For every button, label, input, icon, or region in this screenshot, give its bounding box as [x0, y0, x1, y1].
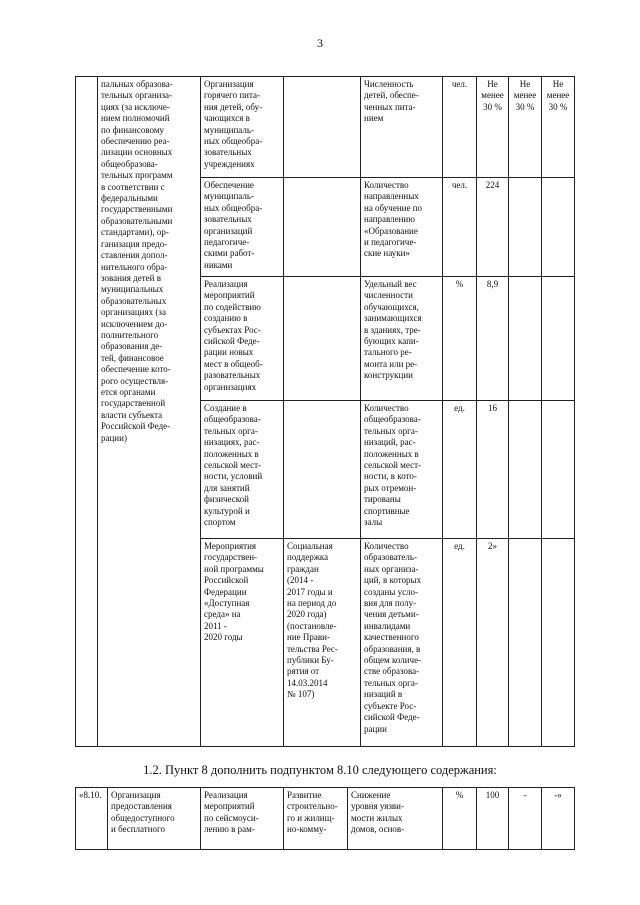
- number-cell: [76, 77, 98, 747]
- unit-cell: ед.: [443, 539, 477, 747]
- activity-cell: Реализация мероприятий по сейсмоуси- лению в рам-: [201, 788, 284, 850]
- activity-cell: Мероприятия государствен- ной программы Российской Федерации «Доступная среда» на 2011 - 2020 годы: [201, 539, 284, 747]
- value-cell: Не менее 30 %: [477, 77, 509, 178]
- section-heading: 1.2. Пункт 8 дополнить подпунктом 8.10 следующего содержания:: [143, 763, 497, 777]
- unit-cell: ед.: [443, 401, 477, 539]
- new-item-table: [75, 787, 575, 850]
- task-cell: пальных образова- тельных организа- циях (за исключе- нием полномочий по финансовому обеспечению реа- лизации основных общеобразова- тельных программ в соответствии с федеральными государственными образовательными стандартами), ор- ганизация предо- ставления допол- нительного обра- зования детей в муниципальных образовательных организациях (за исключением до- полнительного образования де- тей, финансовое обеспечение кото- рого осуществля- ется органами государственной власти субъекта Российской Феде- рации): [98, 77, 201, 747]
- indicator-cell: Количество образователь- ных организа- ций, в которых созданы усло- вия для полу- чения детьми- инвалидами качественного образования, в общем количе- стве образова- тельных орга- низаций в субъекте Рос- сийской Феде- рации: [361, 539, 443, 747]
- value-cell: [542, 539, 575, 747]
- indicator-cell: Количество общеобразова- тельных орга- низаций, рас- положенных в сельской мест- ности, в кото- рых отремон- тированы спортивные залы: [361, 401, 443, 539]
- value-cell: -: [509, 788, 542, 850]
- unit-cell: чел.: [443, 178, 477, 277]
- activity-cell: Создание в общеобразова- тельных орга- низациях, рас- положенных в сельской мест- ности, условий для занятий физической культурой и спортом: [201, 401, 284, 539]
- value-cell: [509, 401, 542, 539]
- program-cell: [284, 77, 361, 178]
- table-row: [76, 788, 575, 850]
- unit-cell: %: [443, 277, 477, 401]
- value-cell: 2»: [477, 539, 509, 747]
- value-cell: [509, 539, 542, 747]
- program-cell: Социальная поддержка граждан (2014 - 2017 годы и на период до 2020 года) (постановле- ние Прави- тельства Рес- публики Бу- рятия от 14.03.2014 № 107): [284, 539, 361, 747]
- value-cell: Не менее 30 %: [509, 77, 542, 178]
- activity-cell: Реализация мероприятий по содействию созданию в субъектах Рос- сийской Феде- рации новых мест в общеоб- разовательных организациях: [201, 277, 284, 401]
- value-cell: [542, 277, 575, 401]
- indicator-cell: Количество направленных на обучение по направлению «Образование и педагогиче- ские науки»: [361, 178, 443, 277]
- value-cell: [509, 277, 542, 401]
- number-cell: «8.10.: [76, 788, 108, 850]
- activity-cell: Обеспечение муниципаль- ных общеобра- зовательных организаций педагогиче- скими работ- никами: [201, 178, 284, 277]
- program-cell: Развитие строительно- го и жилищ- но-комму-: [284, 788, 348, 850]
- task-cell: Организация предоставления общедоступного и бесплатного: [108, 788, 201, 850]
- value-cell: 16: [477, 401, 509, 539]
- value-cell: 8,9: [477, 277, 509, 401]
- program-cell: [284, 178, 361, 277]
- value-cell: Не менее 30 %: [542, 77, 575, 178]
- value-cell: 100: [477, 788, 509, 850]
- value-cell: -»: [542, 788, 575, 850]
- program-cell: [284, 277, 361, 401]
- table-row: [76, 77, 575, 178]
- program-cell: [284, 401, 361, 539]
- indicator-cell: Численность детей, обеспе- ченных пита- нием: [361, 77, 443, 178]
- indicators-table-continued: [75, 76, 575, 747]
- value-cell: [542, 401, 575, 539]
- value-cell: [509, 178, 542, 277]
- value-cell: [542, 178, 575, 277]
- unit-cell: чел.: [443, 77, 477, 178]
- value-cell: 224: [477, 178, 509, 277]
- indicator-cell: Снижение уровня уязви- мости жилых домов, основ-: [348, 788, 443, 850]
- activity-cell: Организация горячего пита- ния детей, обу- чающихся в муниципаль- ных общеобра- зовательных учреждениях: [201, 77, 284, 178]
- unit-cell: %: [443, 788, 477, 850]
- page-number: 3: [317, 36, 323, 50]
- indicator-cell: Удельный вес численности обучающихся, занимающихся в зданиях, тре- бующих капи- тального ре- монта или ре- конструкции: [361, 277, 443, 401]
